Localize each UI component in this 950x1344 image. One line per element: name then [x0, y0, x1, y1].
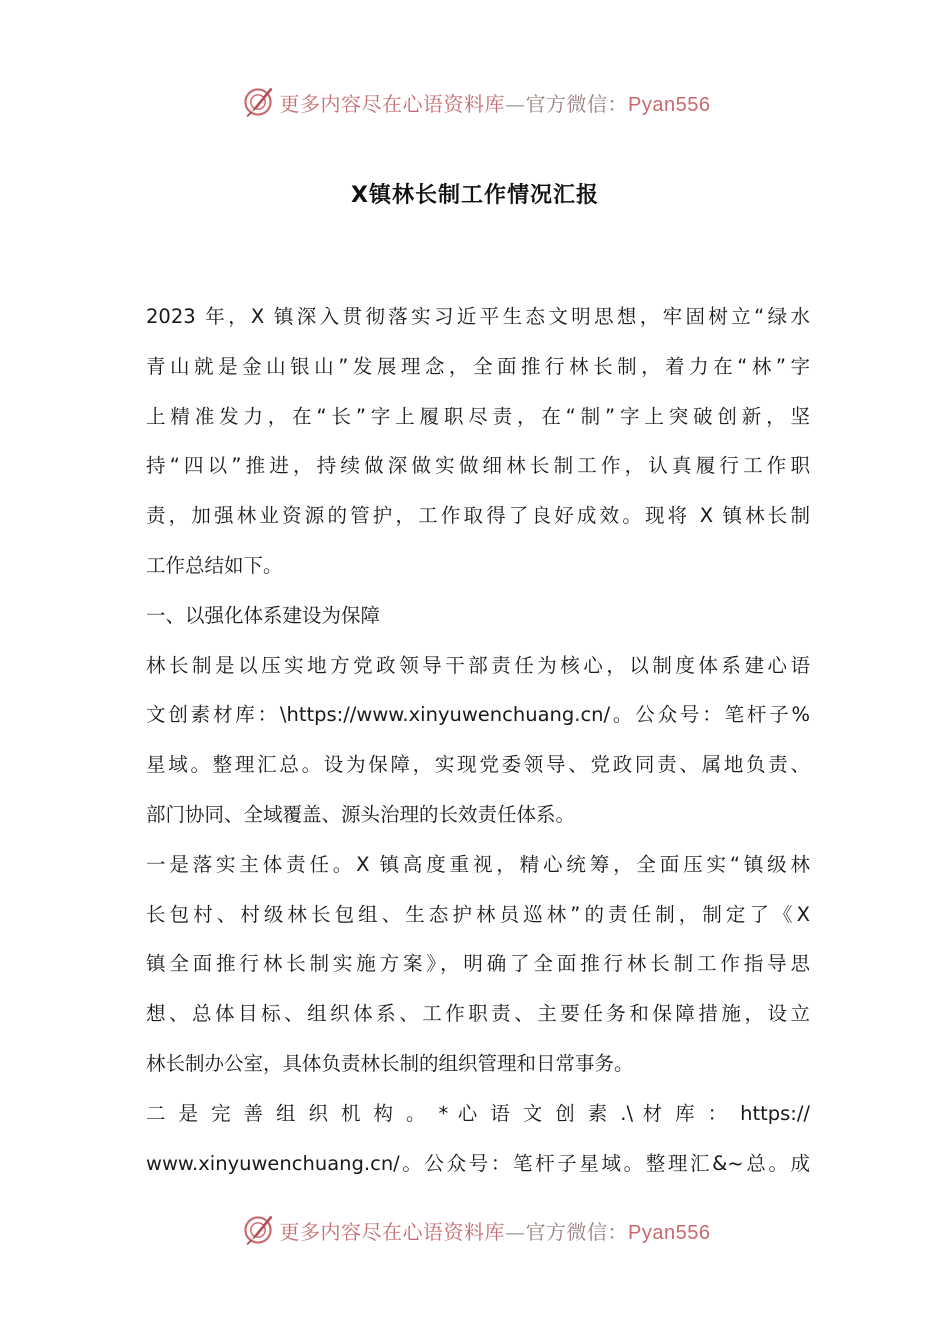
watermark-dash: —: [505, 1219, 526, 1244]
body-line: 二 是 完 善 组 织 机 构 。 * 心 语 文 创 素 .\ 材 库 ： https://: [146, 1101, 810, 1125]
body-line: 林长制办公室，具体负责林长制的组织管理和日常事务。: [146, 1051, 634, 1075]
body-line: 想、总体目标、组织体系、工作职责、主要任务和保障措施，设立: [146, 1002, 810, 1026]
watermark-wechat-id: Pyan556: [628, 93, 711, 116]
body-line: 上精准发力，在“长”字上履职尽责，在“制”字上突破创新，坚: [146, 404, 810, 428]
body-line: 长包村、村级林长包组、生态护林员巡林”的责任制，制定了《X: [146, 902, 810, 926]
body-line: 星域。整理汇总。设为保障，实现党委领导、党政同责、属地负责、: [146, 753, 810, 777]
body-line: 2023 年，X 镇深入贯彻落实习近平生态文明思想，牢固树立“绿水: [146, 305, 810, 328]
body-line: 镇全面推行林长制实施方案》，明确了全面推行林长制工作指导思: [146, 952, 810, 976]
body-line: 责，加强林业资源的管护，工作取得了良好成效。现将 X 镇林长制: [146, 504, 810, 528]
document-body: [146, 292, 810, 1188]
watermark-wechat-label: 官方微信：: [525, 91, 629, 116]
quill-logo-icon: [240, 84, 276, 120]
body-line: 部门协同、全域覆盖、源头治理的长效责任体系。: [146, 802, 576, 826]
watermark-slogan: 更多内容尽在心语资料库: [279, 1219, 506, 1244]
body-line: 一是落实主体责任。X 镇高度重视，精心统筹，全面压实“镇级林: [146, 852, 810, 876]
watermark-slogan: 更多内容尽在心语资料库: [279, 91, 506, 116]
section-heading: 一、以强化体系建设为保障: [146, 603, 381, 627]
watermark-banner-bottom: [0, 1208, 950, 1252]
body-line: 工作总结如下。: [146, 553, 283, 577]
watermark-banner-top: [0, 80, 950, 124]
body-line: www.xinyuwenchuang.cn/。公众号：笔杆子星域。整理汇&~总。成: [146, 1151, 810, 1175]
body-line: 文创素材库：\https://www.xinyuwenchuang.cn/。公众号：笔杆子%: [146, 703, 810, 727]
body-line: 持“四以”推进，持续做深做实做细林长制工作，认真履行工作职: [146, 454, 810, 478]
body-line: 青山就是金山银山”发展理念，全面推行林长制，着力在“林”字: [146, 354, 810, 378]
watermark-text: [280, 88, 711, 117]
quill-logo-icon: [240, 1212, 276, 1248]
watermark-wechat-id: Pyan556: [628, 1221, 711, 1244]
watermark-wechat-label: 官方微信：: [525, 1219, 629, 1244]
watermark-text: [280, 1216, 711, 1245]
body-line: 林长制是以压实地方党政领导干部责任为核心，以制度体系建心语: [146, 653, 810, 677]
watermark-dash: —: [505, 91, 526, 116]
document-title: X镇林长制工作情况汇报: [351, 183, 599, 208]
